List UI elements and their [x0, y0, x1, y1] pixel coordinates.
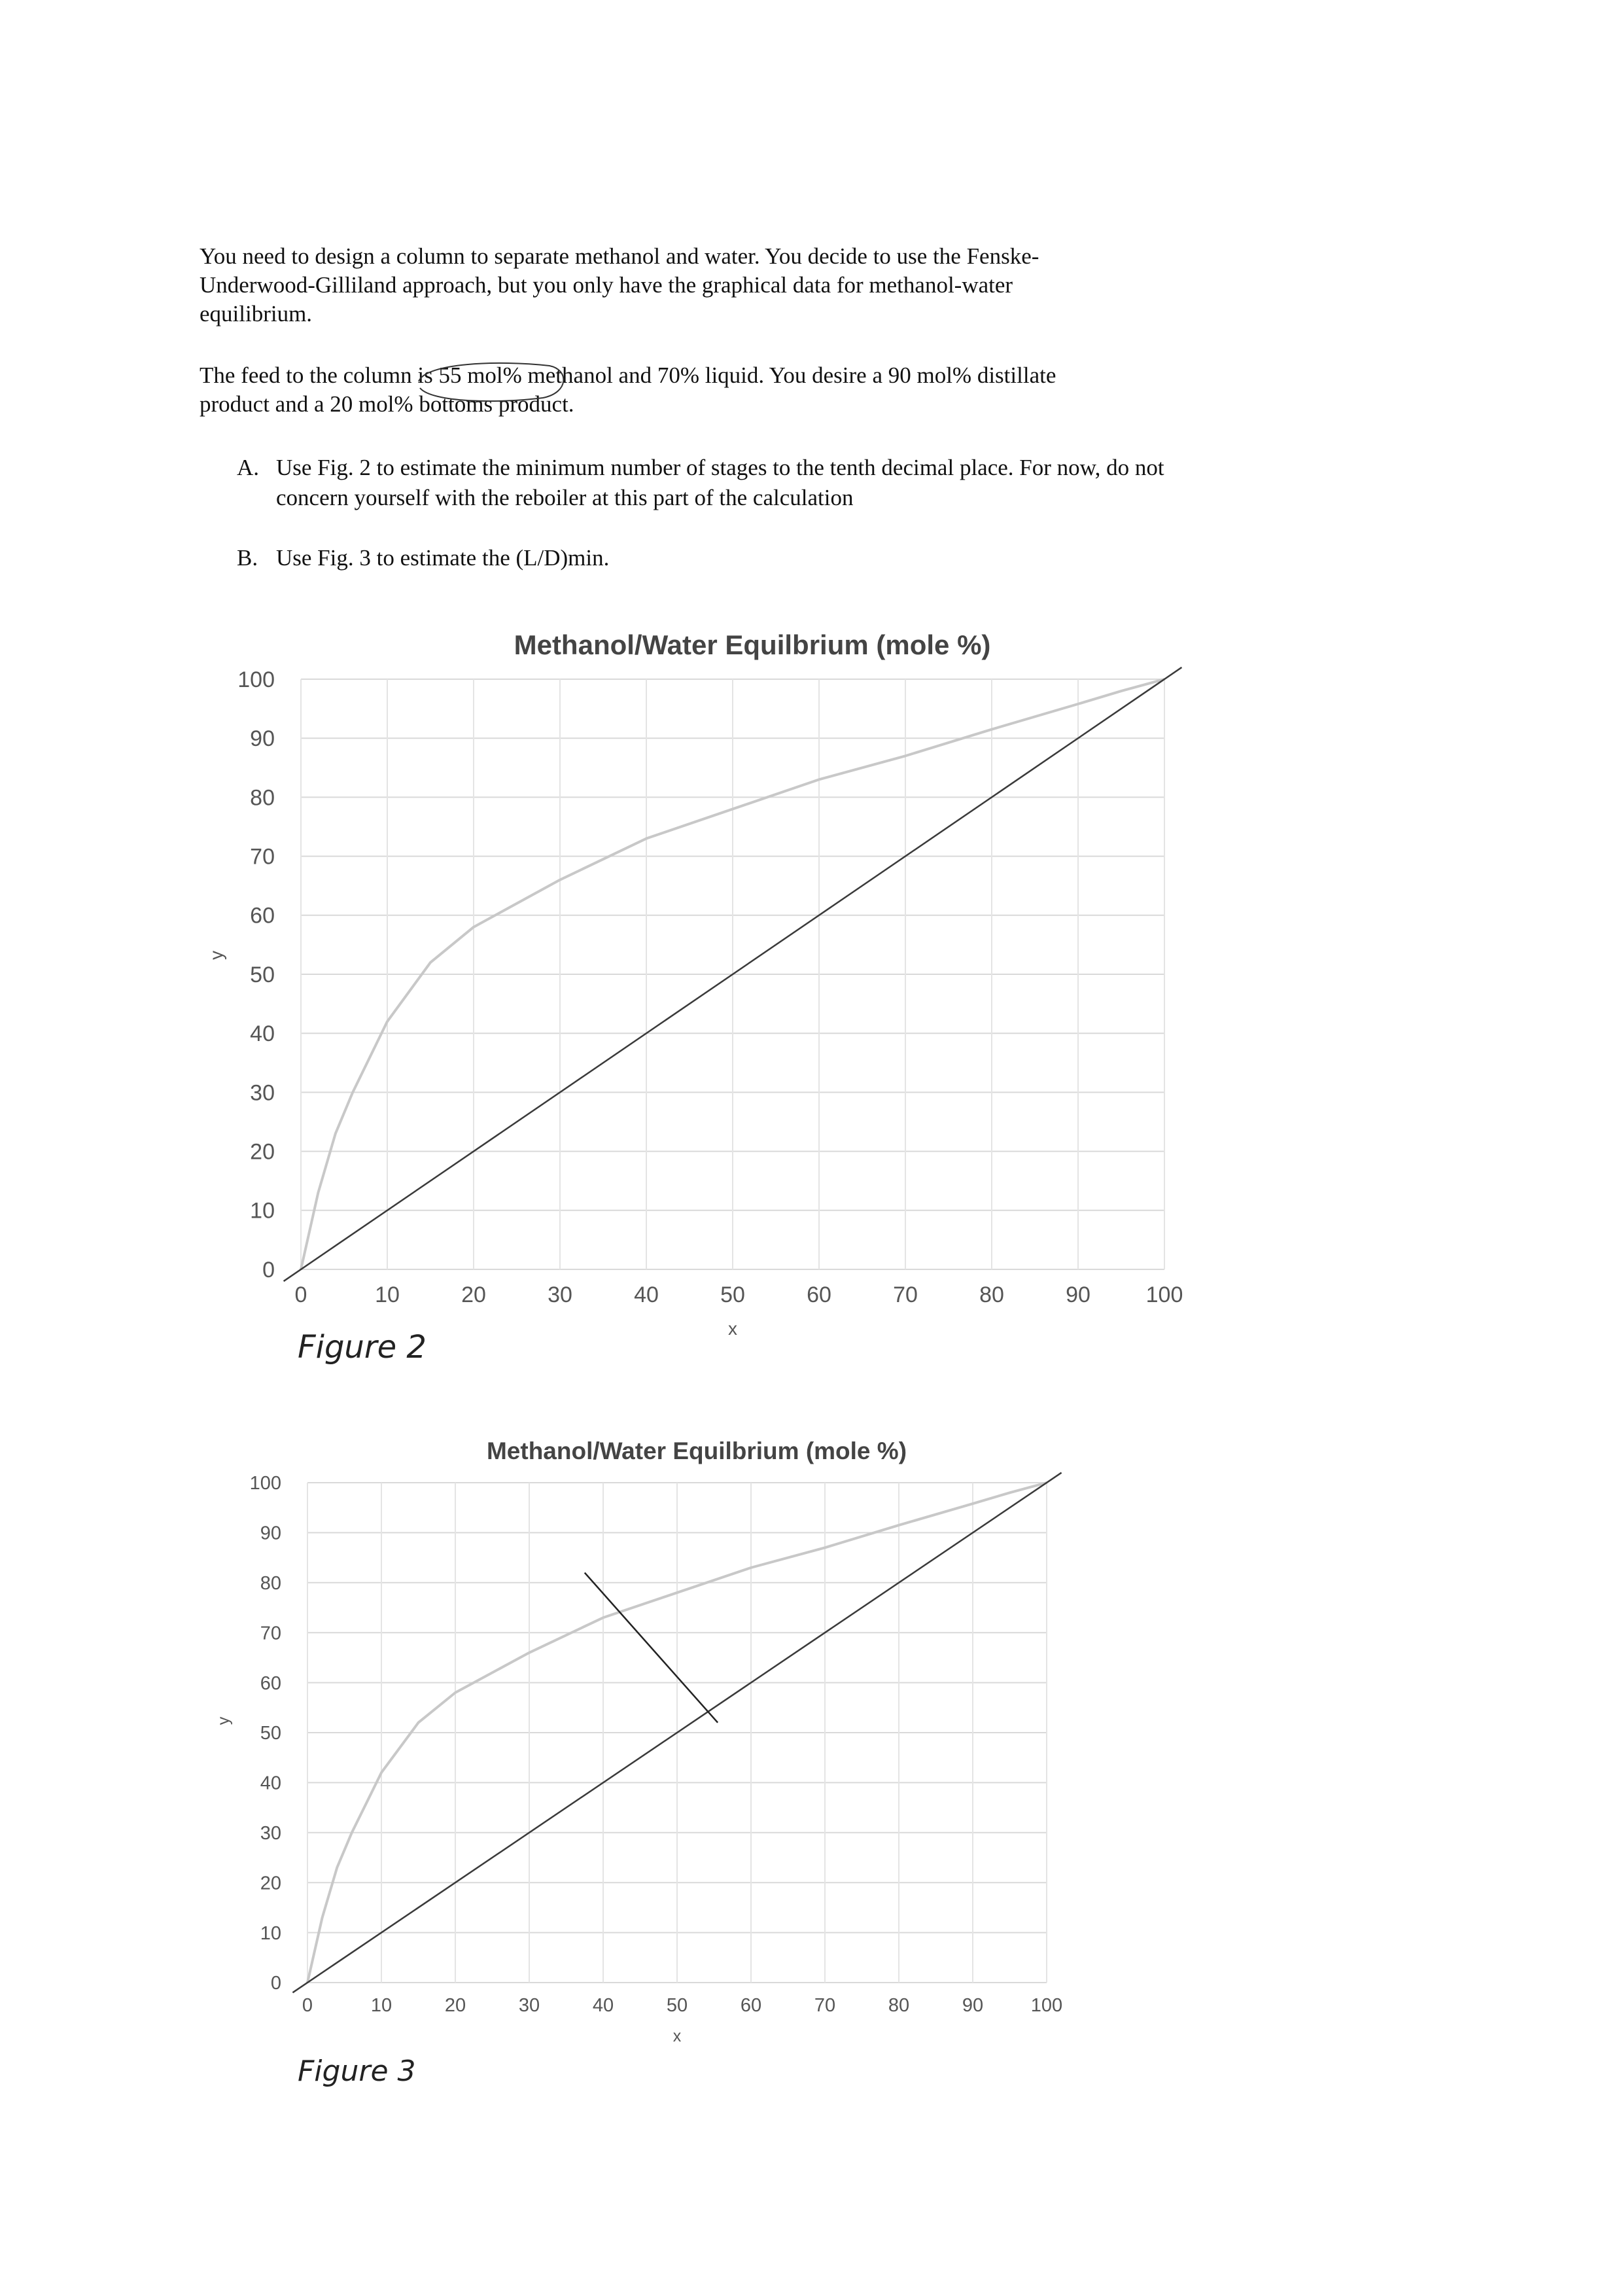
- x-tick-label: 0: [302, 1995, 313, 2016]
- y-tick-label: 100: [237, 667, 275, 692]
- intro-paragraph-2: The feed to the column is 55 mol% methanol and 70% liquid. You desire a 90 mol% distillate product and a 20 mol% bottoms product.: [200, 362, 1056, 417]
- x-tick-label: 10: [375, 1282, 400, 1307]
- x-tick-label: 20: [444, 1995, 466, 2016]
- figure-2-y-label: y: [206, 951, 226, 960]
- figure-2-title: Methanol/Water Equilbrium (mole %): [514, 629, 991, 660]
- figure-2-x-ticks: [295, 1282, 1183, 1307]
- y-tick-label: 80: [260, 1572, 281, 1594]
- y-tick-label: 80: [250, 785, 275, 811]
- y-tick-label: 70: [260, 1623, 281, 1644]
- y-tick-label: 60: [250, 903, 275, 928]
- x-tick-label: 100: [1145, 1282, 1183, 1307]
- y-tick-label: 90: [260, 1523, 281, 1544]
- question-b-text: Use Fig. 3 to estimate the (L/D)min.: [276, 545, 610, 571]
- y-tick-label: 10: [250, 1198, 275, 1224]
- y-tick-label: 30: [260, 1822, 281, 1844]
- x-tick-label: 60: [740, 1995, 762, 2016]
- x-tick-label: 50: [720, 1282, 745, 1307]
- figure-2-caption: Figure 2: [298, 1329, 427, 1366]
- x-tick-label: 90: [962, 1995, 984, 2016]
- x-tick-label: 30: [518, 1995, 540, 2016]
- x-tick-label: 40: [592, 1995, 614, 2016]
- x-tick-label: 50: [666, 1995, 688, 2016]
- figure-2-chart: [0, 615, 1623, 1400]
- question-b-label: B.: [237, 545, 258, 571]
- y-tick-label: 70: [250, 844, 275, 870]
- x-tick-label: 30: [548, 1282, 572, 1307]
- question-a-text: Use Fig. 2 to estimate the minimum number of stages to the tenth decimal place. For now, do not concern yourself with the reboiler at this part of the calculation: [276, 455, 1164, 510]
- series-qline: [585, 1573, 718, 1723]
- y-tick-label: 10: [260, 1922, 281, 1944]
- y-tick-label: 60: [260, 1672, 281, 1694]
- x-tick-label: 10: [370, 1995, 393, 2016]
- figure-3-chart: [0, 1426, 1623, 2120]
- figure-3-y-ticks: [250, 1473, 281, 1994]
- y-tick-label: 20: [250, 1139, 275, 1165]
- x-tick-label: 0: [294, 1282, 307, 1307]
- y-tick-label: 40: [260, 1773, 281, 1794]
- pen-circle-annotation: [406, 357, 576, 406]
- y-tick-label: 40: [250, 1021, 275, 1047]
- y-tick-label: 50: [250, 962, 275, 987]
- x-tick-label: 70: [814, 1995, 836, 2016]
- figure-3-y-label: y: [215, 1716, 233, 1725]
- y-tick-label: 50: [260, 1723, 281, 1744]
- x-tick-label: 40: [634, 1282, 659, 1307]
- y-tick-label: 90: [250, 726, 275, 752]
- intro-paragraph-1: You need to design a column to separate methanol and water. You decide to use the Fenske-Underwood-Gilliland approach, but you only have the graphical data for methanol-water equilibrium.: [200, 243, 1039, 327]
- figure-2-x-label: x: [728, 1318, 737, 1339]
- x-tick-label: 20: [461, 1282, 486, 1307]
- figure-3-caption: Figure 3: [298, 2055, 416, 2088]
- x-tick-label: 100: [1030, 1995, 1063, 2016]
- figure-3-x-label: x: [672, 2027, 682, 2045]
- x-tick-label: 90: [1066, 1282, 1091, 1307]
- x-tick-label: 60: [807, 1282, 831, 1307]
- x-tick-label: 80: [979, 1282, 1004, 1307]
- figure-2-y-ticks: [237, 667, 275, 1282]
- y-tick-label: 20: [260, 1873, 281, 1894]
- x-tick-label: 70: [893, 1282, 918, 1307]
- figure-3-x-ticks: [302, 1995, 1062, 2016]
- question-a-label: A.: [237, 455, 260, 480]
- y-tick-label: 30: [250, 1080, 275, 1106]
- x-tick-label: 80: [888, 1995, 910, 2016]
- figure-3-title: Methanol/Water Equilbrium (mole %): [486, 1438, 907, 1464]
- y-tick-label: 0: [270, 1973, 281, 1994]
- y-tick-label: 0: [262, 1257, 275, 1282]
- y-tick-label: 100: [249, 1473, 281, 1494]
